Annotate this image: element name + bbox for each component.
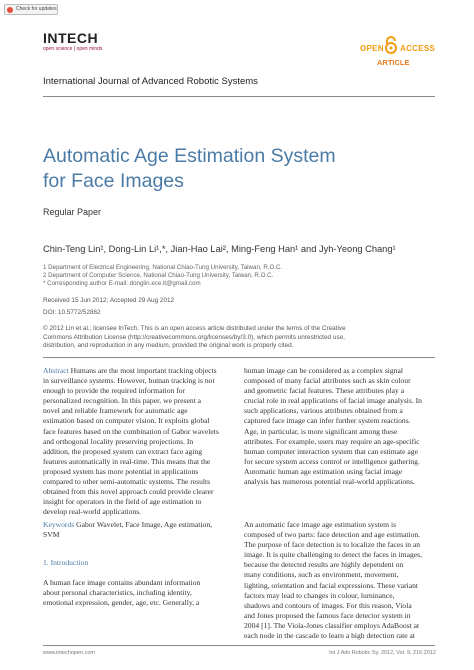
abstract-line: proposed system has more potential in applications: [43, 466, 199, 476]
corresponding-author: * Corresponding author E-mail: donglin.ece.lt@gmail.com: [43, 280, 201, 287]
keywords-line: SVM: [43, 530, 60, 540]
title-line: Automatic Age Estimation System: [43, 145, 336, 167]
intro-line: A human face image contains abundant information: [43, 578, 201, 587]
affiliation: 1 Department of Electrical Engineering, National Chiao-Tung University, Taiwan, R.O.C.: [43, 264, 283, 271]
abstract-line: personalized recognition. In this paper, we present a: [43, 396, 202, 406]
footer-website[interactable]: www.intechopen.com: [43, 650, 95, 656]
open-access-right: ACCESS: [400, 44, 436, 53]
body-line: analysis has numerous potential real-world applications.: [244, 477, 415, 487]
body-line: 2004 [1]. The Viola-Jones classifier employs AdaBoost at: [244, 620, 420, 630]
abstract-line: develop real-world applications.: [43, 507, 142, 517]
body-line: human image can be considered as a complex signal: [244, 366, 403, 375]
abstract-line: enough to provide the required information for: [43, 386, 186, 396]
update-icon: [7, 7, 13, 13]
body-line: attributes. For example, users may require an age-specific: [244, 436, 420, 446]
license-divider: [43, 357, 435, 358]
section-heading: 1. Introduction: [43, 558, 89, 567]
body-line: shadows and contours of images. For this reason, Viola: [244, 600, 412, 610]
body-line: Automatic human age estimation using facial image: [244, 466, 403, 476]
body-line: image. It is quite challenging to detect the faces in images,: [244, 550, 422, 560]
body-line: composed of two parts: face detection and age estimation.: [244, 530, 421, 540]
body-line: and geometric facial features. These attributes play a: [244, 386, 405, 396]
license-line: Commons Attribution License (http://creativecommons.org/licenses/by/3.0), which permits unrestricted use,: [43, 333, 345, 341]
body-paragraph: [244, 366, 436, 487]
abstract-line: in surveillance systems. However, human tracking is not: [43, 376, 215, 386]
received-dates: Received 15 Jun 2012; Accepted 29 Aug 2012: [43, 297, 175, 304]
body-line: crucial role in real applications of facial image analysis. In: [244, 396, 422, 406]
article-label: ARTICLE: [377, 58, 410, 67]
body-line: An automatic face image age estimation system is: [244, 520, 397, 529]
abstract: [43, 366, 233, 517]
abstract-line: Abstract Humans are the most important tracking objects: [43, 366, 217, 375]
abstract-line: obtained from this novel approach could provide clearer: [43, 487, 214, 497]
publisher-logo: INTECH: [43, 30, 99, 46]
abstract-line: features automatically in real-time. This means that the: [43, 456, 211, 466]
title-line: for Face Images: [43, 170, 184, 192]
body-line: composed of many facial attributes such as skin colour: [244, 376, 411, 386]
affiliation: 2 Department of Computer Science, National Chiao-Tung University, Taiwan, R.O.C.: [43, 272, 274, 279]
intro-paragraph: [43, 578, 233, 608]
keywords: [43, 520, 233, 540]
body-line: captured face image can infer further system reactions.: [244, 416, 411, 426]
body-line: Age, in particular, is more significant among these: [244, 426, 398, 436]
article-title: [43, 144, 336, 194]
intro-line: about personal characteristics, including identity,: [43, 588, 192, 598]
keywords-label: Keywords: [43, 520, 75, 529]
open-access-left: OPEN: [360, 44, 384, 53]
license-text: [43, 325, 346, 351]
abstract-line: insight for operators in the field of age estimation to: [43, 497, 202, 507]
body-line: for secure system access control or intelligence gathering.: [244, 456, 420, 466]
header-divider: [43, 96, 435, 97]
publisher-tagline: open science | open minds: [43, 46, 103, 52]
abstract-line: compared to other semi-automatic systems. The results: [43, 477, 211, 487]
body-line: and Jones proposed the famous face detector system in: [244, 610, 411, 620]
footer-divider: [43, 645, 435, 646]
open-access-lock-icon: [384, 36, 398, 54]
abstract-line: addition, the proposed system can extract face aging: [43, 446, 202, 456]
abstract-label: Abstract: [43, 366, 69, 375]
body-line: lighting, orientation and facial expressions. These variant: [244, 580, 419, 590]
abstract-line: and orthogonal locality preserving projections. In: [43, 436, 194, 446]
authors: Chin-Teng Lin¹, Dong-Lin Li¹,*, Jian-Hao Lai², Ming-Feng Han¹ and Jyh-Yeong Chang¹: [43, 244, 396, 254]
body-line: human computer interaction system that can estimate age: [244, 446, 418, 456]
abstract-line: novel and reliable framework for automatic age: [43, 406, 188, 416]
body-line: factors may lead to changes in colour, luminance,: [244, 590, 395, 600]
keywords-line: Keywords Gabor Wavelet, Face Image, Age estimation,: [43, 520, 213, 529]
badge-label: Check for updates: [16, 6, 57, 12]
body-line: because the detected results are highly dependent on: [244, 560, 404, 570]
abstract-line: face features based on the combination of Gabor wavelets: [43, 426, 219, 436]
body-paragraph: [244, 520, 436, 641]
license-line: © 2012 Lin et al.; licensee InTech. This is an open access article distributed under the terms of the Creative: [43, 325, 346, 332]
license-line: distribution, and reproduction in any medium, provided the original work is properly cited.: [43, 342, 294, 349]
body-line: many conditions, such as environment, movement,: [244, 570, 399, 580]
check-for-updates-badge[interactable]: [4, 4, 58, 15]
body-line: such applications, various attributes obtained from a: [244, 406, 403, 416]
paper-type: Regular Paper: [43, 207, 102, 217]
body-line: The purpose of face detection is to localize the faces in an: [244, 540, 421, 550]
doi[interactable]: DOI: 10.5772/52862: [43, 309, 101, 316]
footer-citation: Int J Adv Robotic Sy, 2012, Vol. 9, 216:2012: [329, 650, 436, 656]
abstract-line: estimation based on computer vision. It exploits global: [43, 416, 210, 426]
journal-name: International Journal of Advanced Robotic Systems: [43, 76, 258, 87]
intro-line: emotional expression, gender, age, etc. Generally, a: [43, 598, 200, 608]
body-line: each node in the cascade to learn a high detection rate at: [244, 631, 415, 641]
